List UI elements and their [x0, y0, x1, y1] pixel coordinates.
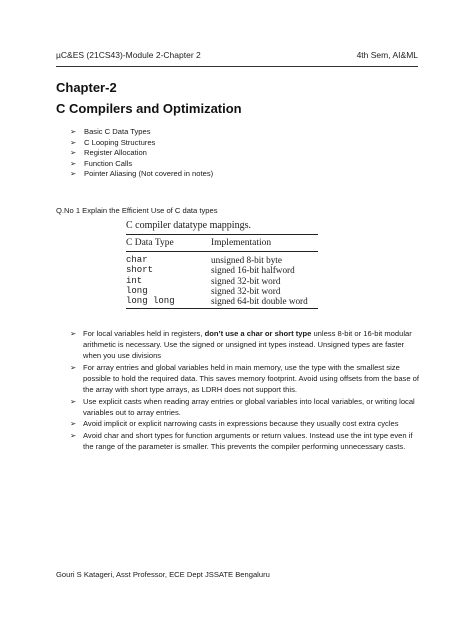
table-row [126, 276, 318, 286]
datatype-table [126, 234, 318, 309]
topic-list [70, 127, 213, 180]
arrow-bullet-icon: ➢ [70, 329, 77, 338]
guideline-item [70, 430, 420, 452]
topic-label: Basic C Data Types [84, 127, 151, 136]
implementation-cell: signed 32-bit word [211, 275, 281, 286]
guideline-text: For local variables held in registers, [83, 329, 205, 338]
implementation-cell: unsigned 8-bit byte [211, 255, 282, 265]
guideline-item [70, 418, 420, 429]
topic-label: Function Calls [84, 158, 133, 168]
table-header-row [126, 235, 318, 252]
arrow-bullet-icon: ➢ [70, 419, 77, 429]
implementation-cell: signed 16-bit halfword [211, 265, 295, 276]
guideline-list [70, 328, 420, 452]
chapter-title: Chapter-2 [56, 80, 117, 95]
guideline-text: Avoid implicit or explicit narrowing casts in expressions because they usually cost extra cycles [83, 419, 399, 429]
table-row [126, 265, 318, 275]
guideline-text: unless 8-bit or 16-bit modular arithmetic is necessary. Use the signed or unsigned int types instead. Unsigned types are faster when you use divisions [83, 329, 412, 361]
topic-item [70, 138, 213, 149]
datatype-figure [126, 220, 318, 309]
guideline-text: Avoid char and short types for function arguments or return values. Instead use the int type even if the range of the parameter is smaller. This prevents the compiler performing unnecessary casts. [83, 430, 413, 451]
arrow-bullet-icon: ➢ [70, 396, 77, 406]
c-type-cell: long [126, 285, 148, 296]
page-footer: Gouri S Katageri, Asst Professor, ECE Dept JSSATE Bengaluru [56, 570, 270, 579]
topic-label: Register Allocation [84, 148, 147, 158]
table-row [126, 286, 318, 296]
implementation-cell: signed 32-bit word [211, 285, 281, 296]
header-semester: 4th Sem, AI&ML [356, 50, 418, 60]
header-divider [56, 66, 418, 67]
question-heading: Q.No 1 Explain the Efficient Use of C data types [56, 206, 218, 215]
section-title: C Compilers and Optimization [56, 101, 242, 116]
page-header [56, 50, 418, 60]
topic-item [70, 169, 213, 180]
c-type-cell: short [126, 265, 154, 276]
arrow-bullet-icon: ➢ [70, 430, 77, 440]
topic-label: C Looping Structures [84, 137, 156, 147]
topic-item [70, 127, 213, 138]
guideline-item [70, 362, 420, 396]
arrow-bullet-icon: ➢ [70, 362, 77, 372]
topic-label: Pointer Aliasing (Not covered in notes) [84, 169, 214, 179]
guideline-emphasis: don’t use a char or short type [204, 329, 312, 338]
c-type-cell: long long [126, 296, 211, 309]
header-course-title: µC&ES (21CS43)-Module 2-Chapter 2 [56, 50, 201, 60]
topic-item [70, 148, 213, 159]
arrow-bullet-icon: ➢ [70, 158, 77, 168]
arrow-bullet-icon: ➢ [70, 137, 77, 147]
guideline-text: Use explicit casts when reading array entries or global variables into local variables, or writing local variables out to array entries. [83, 396, 415, 417]
table-row [126, 296, 318, 309]
arrow-bullet-icon: ➢ [70, 127, 77, 136]
arrow-bullet-icon: ➢ [70, 169, 77, 179]
column-header-implementation: Implementation [211, 235, 318, 252]
column-header-c-type: C Data Type [126, 235, 211, 252]
guideline-text: For array entries and global variables held in main memory, use the type with the smallest size possible to hold the required data. This saves memory footprint. Avoid using offsets from the base of the array with short type arrays, as LDRH does not support this. [83, 362, 420, 395]
table-row [126, 252, 318, 266]
guideline-item [70, 396, 420, 418]
figure-caption: C compiler datatype mappings. [126, 220, 251, 231]
c-type-cell: int [126, 275, 143, 286]
arrow-bullet-icon: ➢ [70, 148, 77, 158]
guideline-item [70, 328, 420, 362]
implementation-cell: signed 64-bit double word [211, 296, 318, 309]
topic-item [70, 159, 213, 170]
c-type-cell: char [126, 255, 148, 265]
